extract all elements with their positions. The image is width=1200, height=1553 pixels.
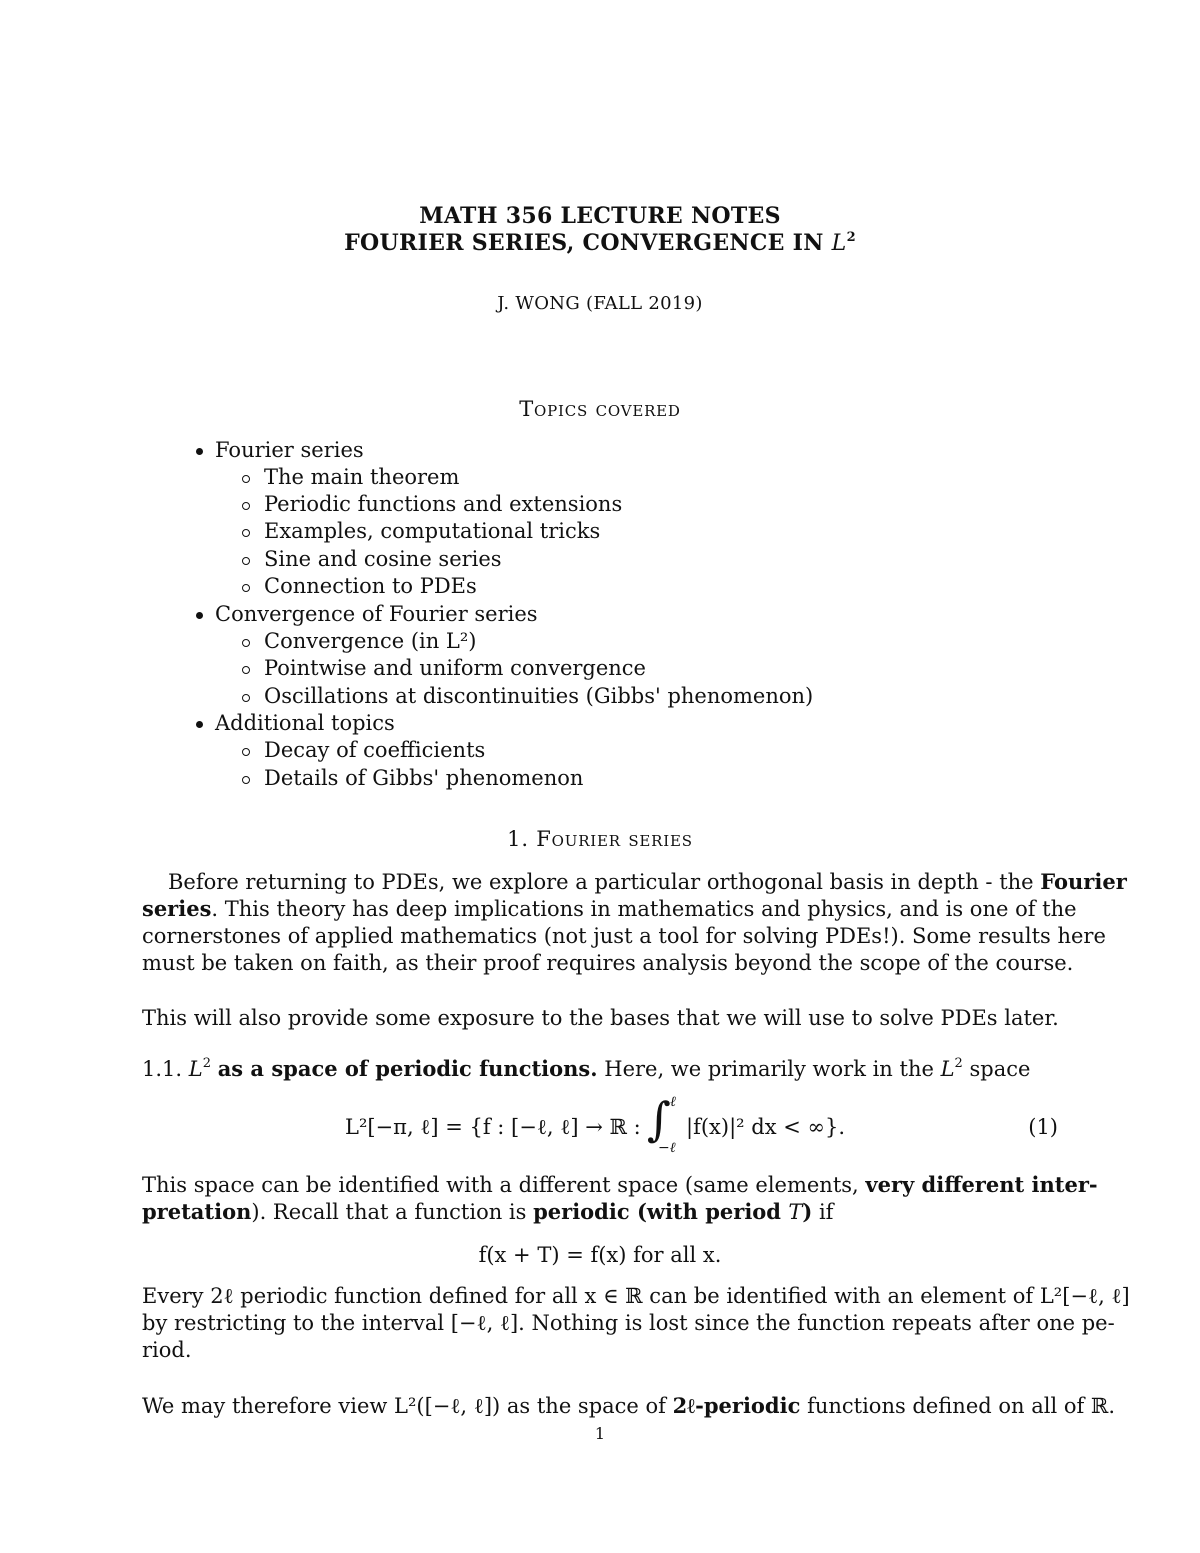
p1-bold-series: series [142,896,212,921]
circle-marker [242,748,250,756]
title-l2-symbol: L [831,231,847,256]
paragraph-2: This will also provide some exposure to the bases that we will use to solve PDEs later. [142,1006,1059,1030]
p3-text: if [812,1200,834,1224]
paragraph-1-line-1 [168,869,1127,894]
paragraph-3-line-1 [142,1172,1098,1197]
title-line-1: MATH 356 LECTURE NOTES [419,203,781,229]
equation-1-lhs: L²[−π, ℓ] = {f : [−ℓ, ℓ] → ℝ : [345,1115,641,1139]
p1-text: Before returning to PDEs, we explore a particular orthogonal basis in depth - the [168,870,1041,894]
circle-marker [242,557,250,565]
subsection-lead: Here, we primarily work in the [597,1057,941,1081]
p3-italic-t: T [788,1200,803,1224]
circle-marker [242,694,250,702]
title-line-2 [0,230,1200,256]
section-heading-fourier-series: 1. Fourier series [507,827,693,851]
topic-item: Oscillations at discontinuities (Gibbs' phenomenon) [264,684,814,708]
circle-marker [242,584,250,592]
bullet-marker [196,612,203,619]
title-l2-superscript: 2 [846,230,856,245]
circle-marker [242,529,250,537]
topic-item: Decay of coefficients [264,738,486,762]
topic-item: Sine and cosine series [264,547,502,571]
paragraph-4-line-3: riod. [142,1338,192,1362]
equation-1-number: (1) [1028,1115,1058,1139]
paragraph-1-line-3: cornerstones of applied mathematics (not just a tool for solving PDEs!). Some results here [142,924,1106,948]
circle-marker [242,776,250,784]
subsection-tail: space [962,1057,1031,1081]
bullet-marker [196,448,203,455]
p3-bold-periodic: periodic (with period [533,1199,789,1224]
paragraph-1-line-4: must be taken on faith, as their proof requires analysis beyond the scope of the course. [142,951,1074,975]
circle-marker [242,666,250,674]
p3-bold: very different inter- [865,1172,1098,1197]
equation-2: f(x + T) = f(x) for all x. [478,1243,722,1267]
subsection-1-1-heading: 1.1. $L^2$ as a space of periodic functions. Here, we primarily work in the $L^2$ space [142,1056,1031,1081]
integral-upper-limit: ℓ [670,1094,676,1110]
topic-group-additional: Additional topics [215,711,395,735]
paragraph-3-line-2 [142,1199,833,1224]
p5-text: We may therefore view L²([−ℓ, ℓ]) as the space of [142,1394,673,1418]
subsection-title: as a space of periodic functions. [217,1056,598,1081]
topic-item: Examples, computational tricks [264,519,601,543]
topic-group-convergence: Convergence of Fourier series [215,602,538,626]
author-line: J. WONG (FALL 2019) [497,293,703,314]
paragraph-4-line-1: Every 2ℓ periodic function defined for all x ∈ ℝ can be identified with an element of L²[−ℓ, ℓ] [142,1284,1130,1308]
p3-bold-paren: ) [802,1199,813,1224]
topic-item: Convergence (in L²) [264,629,477,653]
topic-item: Details of Gibbs' phenomenon [264,766,584,790]
paragraph-5 [142,1393,1115,1419]
paragraph-1-line-2 [142,896,1077,921]
page-number: 1 [594,1424,606,1443]
p5-text: functions defined on all of ℝ. [800,1394,1116,1418]
paragraph-4-line-2: by restricting to the interval [−ℓ, ℓ]. Nothing is lost since the function repeats after one pe- [142,1311,1115,1335]
integral-lower-limit: −ℓ [658,1140,676,1156]
topics-heading: Topics covered [519,397,681,421]
circle-marker [242,475,250,483]
p3-bold: pretation [142,1199,252,1224]
p3-text: This space can be identified with a different space (same elements, [142,1173,866,1197]
circle-marker [242,639,250,647]
p1-bold-fourier: Fourier [1040,869,1127,894]
topic-item: Periodic functions and extensions [264,492,623,516]
title-line-2-text: FOURIER SERIES, CONVERGENCE IN [344,230,824,256]
circle-marker [242,502,250,510]
p3-text: ). Recall that a function is [251,1200,534,1224]
topic-item: Connection to PDEs [264,574,477,598]
topic-item: The main theorem [264,465,460,489]
topic-item: Pointwise and uniform convergence [264,656,646,680]
p1-text: . This theory has deep implications in mathematics and physics, and is one of the [211,897,1077,921]
equation-1-rhs: |f(x)|² dx < ∞}. [686,1115,846,1139]
subsection-number: 1.1. [142,1057,183,1081]
topic-group-fourier-series: Fourier series [215,438,364,462]
bullet-marker [196,721,203,728]
p5-bold: 2ℓ-periodic [672,1393,801,1418]
integral-sign: ∫ [647,1092,671,1146]
